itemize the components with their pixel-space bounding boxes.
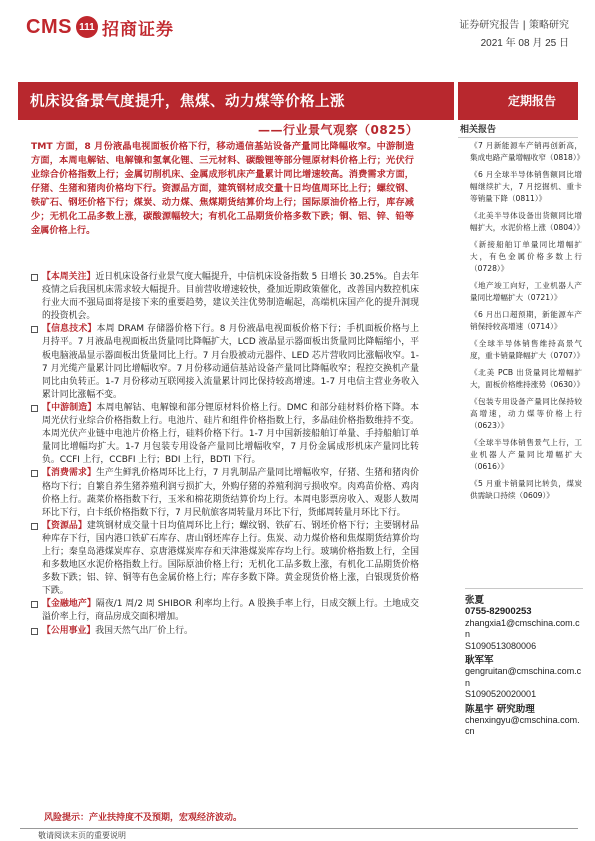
findings-list [31,271,419,638]
related-report-link[interactable]: 《新接船舶订单量同比增幅扩大，有色金属价格多数上行（0728）》 [470,240,582,273]
logo-chinese: 招商证券 [101,19,174,40]
related-reports-list [470,140,585,507]
list-item [31,271,419,323]
list-item [31,467,419,519]
report-label: 定期报告 [508,94,557,108]
footer-note: 敬请阅读末页的重要说明 [38,831,126,840]
analyst-email[interactable]: zhangxia1@cmschina.com.cn [465,617,580,639]
checkbox-bullet-icon [31,523,38,530]
item-text: 近日机床设备行业景气度大幅提升，中信机床设备指数 5 日增长 30.25%。自去年疫情之后我国机床需求较大幅提升。目前营收增速较快，叠加近期政策催化，改善国内数控机床行业大而不强局面将是接下来的重要趋势，建议关注优势制造崛起，高端机床国产化的提升洞现的投资机会。 [42,272,420,322]
checkbox-bullet-icon [31,470,38,477]
report-title: 机床设备景气度提升，焦煤、动力煤等价格上涨 [30,94,345,110]
item-text: 生产生鲜乳价格周环比上行，7 月乳制品产量同比增幅收窄，仔猪、生猪和猪肉价格均下行；自繁自养生猪养殖利润亏损扩大，外购仔猪的养殖利润亏损收窄。肉鸡苗价格、鸡肉价格上行。蔬菜价格指数下行，玉米和棉花期货结算价均上行。本周电影票房收入、观影人数周环比下行，白卡纸价格指数下行，7 月民航旅客周转量月环比下行，货邮周转量月环比下行。 [42,468,420,518]
related-report-link[interactable]: 《7 月新能源车产销再创新高，集成电路产量增幅收窄（0818）》 [470,141,585,162]
item-text: 本周 DRAM 存储器价格下行。8 月份液晶电视面板价格下行；手机面板价格与上月持平。7 月液晶电视面板出货量同比降幅扩大，LCD 液晶显示器面板出货量同比降幅缩小，平板电脑液晶显示器面板出货量同比上行。7 月台股被动元器件、LED 芯片营收同比涨幅收窄。1-7 月光缆产量累计同比增幅收窄。7 月份移动通信基站设备产量同比降幅收窄；程控交换机产量同比由负转正。1-7 月份移动互联网接入流量累计同比保持较高增速。1-7 月电信主营业务收入累计同比涨幅不变。 [42,324,420,400]
item-text: 隔夜/1 周/2 周 SHIBOR 利率均上行。A 股换手率上行，日成交额上行。土地成交溢价率上行，商品房成交面积增加。 [42,599,419,623]
item-text: 我国天然气出厂价上行。 [95,625,193,636]
item-tag: 【中游制造】 [42,402,97,413]
document-type: 证券研究报告 | 策略研究 [459,20,569,31]
summary-paragraph: TMT 方面，8 月份液晶电视面板价格下行，移动通信基站设备产量同比降幅收窄。中游制造方面，本周电解钴、电解镍和氢氧化锂、三元材料、碳酸锂等部分锂原材料价格上行；光伏行业综合价格指数上行；金属切削机床、金属成形机床产量累计同比增速较高。消费需求方面，仔猪、生猪和猪肉价格均下行。资源品方面，建筑钢材成交量十日均值周环比上行；螺纹钢、铁矿石、钢坯价格下行；煤炭、动力煤、焦煤期货结算价均上行；国际原油价格上行，库存减少；无机化工品多数上涨，碳酸源幅较大；有机化工品期货价格多数下跌；铜、铝、锌、铅等金属价格上行。 [31,141,414,236]
list-item [31,598,419,624]
risk-warning: 风险提示：产业扶持度不及预期，宏观经济波动。 [44,813,243,823]
item-text: 建筑钢材成交量十日均值周环比上行；螺纹钢、铁矿石、钢坯价格下行；主要钢材品种库存下行，国内港口铁矿石库存、唐山钢坯库存上行。焦炭、动力煤价格和焦煤期货结算价均上行；秦皇岛港煤炭库存、京唐港煤炭库存和天津港煤炭库存均上行。玻璃价格指数上行，全国和多数地区水泥价格指数上行。国际原油价格上行；无机化工品多数上涨，有机化工品期货价格多数下跌；铝、锌、铜等有色金属价格上行；库存多数下降。黄金现货价格上涨，白银现货价格下跌。 [42,520,420,597]
item-tag: 【消费需求】 [42,468,96,479]
analyst-name: 陈星宇 研究助理 [465,703,535,715]
item-tag: 【信息技术】 [42,324,97,335]
related-report-link[interactable]: 《地产竣工向好，工业机器人产量同比增幅扩大（0721）》 [470,281,582,302]
list-item [31,402,419,467]
related-report-link[interactable]: 《北美 PCB 出货量同比增幅扩大，面板价格维持涨势（0630）》 [470,368,585,389]
footer-divider [20,828,578,829]
analyst-name: 耿军军 [465,655,494,666]
analyst-contacts [465,588,583,738]
company-logo [26,14,174,40]
sidebar-divider [458,137,578,138]
analyst-email[interactable]: gengruitan@cmschina.com.cn [465,666,582,688]
checkbox-bullet-icon [31,405,38,412]
report-date: 2021 年 08 月 25 日 [480,38,569,49]
analyst-license: S1090520020001 [465,689,537,699]
related-report-link[interactable]: 《6 月出口超预期，新能源车产销保持较高增速（0714）》 [470,310,582,331]
checkbox-bullet-icon [31,274,38,281]
list-item [31,323,419,402]
related-report-link[interactable]: 《全球半导体销售维持高景气度，重卡销量降幅扩大（0707）》 [470,339,585,360]
logo-latin: CMS [26,15,72,38]
item-text: 本周电解钴、电解镍和部分锂原材料价格上行。DMC 和部分硅材料价格下降。本周光伏行业综合价格指数上行。电池片、硅片和组件价格指数上行，多晶硅价格指数维持不变。本周光伏产业链中电池片价格上行，硅料价格下行。1-7 月中国新接船舶订单量、手持船舶订单量同比增幅均扩大。1-7 月包装专用设备产量同比增幅收窄，7 月份金属成形机床产量同比转负。CCFI 上行，CCBFI 上行；BDI 上行，BDTI 下行。 [42,402,419,466]
analyst-name: 张夏 [465,595,485,606]
checkbox-bullet-icon [31,601,38,608]
checkbox-bullet-icon [31,628,38,635]
list-item [31,520,419,599]
related-reports-heading: 相关报告 [460,125,497,135]
related-report-link[interactable]: 《北美半导体设备出货额同比增幅扩大，水泥价格上涨（0804）》 [470,211,585,232]
list-item [31,625,419,638]
related-report-link[interactable]: 《6 月全球半导体销售额同比增幅继续扩大，7 月挖掘机、重卡等销量下降（0811）》 [470,170,582,203]
related-report-link[interactable]: 《全球半导体销售景气上行，工业机器人产量同比增幅扩大（0616）》 [470,438,582,471]
analyst-license: S1090513080006 [465,640,537,651]
contacts-divider [465,588,583,589]
related-report-link[interactable]: 《5 月重卡销量同比转负，煤炭供需缺口持续（0609）》 [470,479,582,500]
report-subtitle: ——行业景气观察（0825） [258,123,419,137]
analyst-phone: 0755-82900253 [465,606,532,617]
item-tag: 【金融地产】 [42,599,96,610]
checkbox-bullet-icon [31,326,38,333]
related-report-link[interactable]: 《包装专用设备产量同比保持较高增速，动力煤等价格上行（0623）》 [470,397,582,430]
logo-badge-icon: 111 [76,16,98,38]
item-tag: 【公用事业】 [42,625,96,636]
item-tag: 【本周关注】 [42,272,96,282]
analyst-email[interactable]: chenxingyu@cmschina.com.cn [465,714,580,736]
item-tag: 【资源品】 [42,520,87,531]
